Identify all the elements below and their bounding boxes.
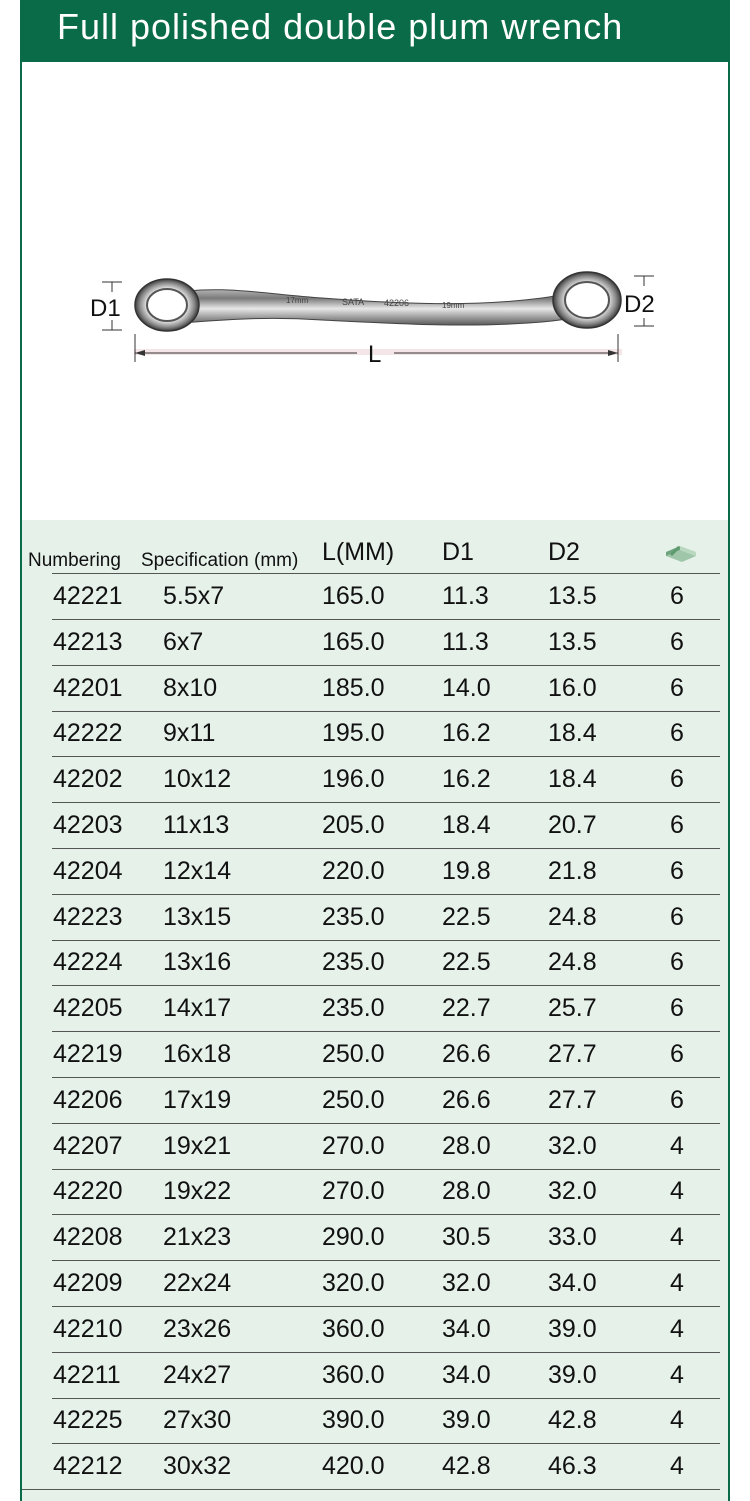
wrench-shank	[162, 284, 602, 325]
cell-d1: 26.6	[442, 1040, 491, 1068]
row-divider	[22, 1489, 720, 1490]
cell-quantity: 6	[670, 856, 684, 885]
cell-quantity: 6	[670, 948, 684, 977]
cell-d2: 16.0	[548, 673, 597, 702]
cell-quantity: 6	[670, 673, 684, 702]
table-row	[22, 666, 728, 712]
cell-specification: 14x17	[163, 994, 232, 1023]
header-d2: D2	[548, 538, 580, 566]
cell-numbering: 42213	[53, 627, 123, 656]
cell-d2: 24.8	[548, 902, 597, 931]
cell-numbering: 42223	[53, 902, 123, 931]
cell-specification: 12x14	[163, 856, 232, 885]
cell-d2: 34.0	[548, 1269, 597, 1297]
cell-d2: 13.5	[548, 582, 597, 610]
cell-quantity: 6	[670, 582, 684, 610]
table-row	[22, 849, 728, 895]
cell-d1: 14.0	[442, 673, 491, 702]
cell-numbering: 42202	[53, 765, 123, 794]
cell-specification: 13x16	[163, 948, 232, 977]
cell-specification: 9x11	[163, 719, 216, 748]
cell-quantity: 6	[670, 1085, 684, 1114]
stamp-right: 19mm	[442, 301, 465, 310]
table-row	[22, 940, 728, 986]
cell-specification: 21x23	[163, 1223, 232, 1252]
cell-d1: 32.0	[442, 1269, 491, 1297]
cell-length: 390.0	[322, 1406, 385, 1435]
cell-length: 290.0	[322, 1223, 385, 1252]
cell-d2: 33.0	[548, 1223, 597, 1252]
header-specification: Specification (mm)	[141, 550, 299, 571]
table-row	[22, 1261, 728, 1307]
cell-d2: 32.0	[548, 1131, 597, 1160]
spec-table	[22, 520, 728, 1501]
cell-d1: 22.5	[442, 948, 491, 977]
cell-quantity: 6	[670, 765, 684, 794]
cell-d2: 39.0	[548, 1360, 597, 1389]
table-row	[22, 1078, 728, 1124]
cell-quantity: 6	[670, 811, 684, 839]
cell-numbering: 42209	[53, 1269, 123, 1297]
cell-numbering: 42201	[53, 673, 123, 702]
header-length: L(MM)	[322, 538, 395, 566]
cell-d1: 30.5	[442, 1223, 491, 1252]
table-row	[22, 1444, 728, 1490]
cell-d1: 11.3	[442, 582, 489, 610]
cell-quantity: 4	[670, 1177, 684, 1206]
table-row	[22, 711, 728, 757]
cell-specification: 19x22	[163, 1177, 232, 1206]
cell-quantity: 4	[670, 1360, 684, 1389]
table-row	[22, 1215, 728, 1261]
cell-numbering: 42225	[53, 1406, 123, 1435]
cell-d2: 27.7	[548, 1085, 597, 1114]
cell-d1: 34.0	[442, 1314, 491, 1343]
cell-d1: 42.8	[442, 1452, 491, 1481]
cell-numbering: 42212	[53, 1452, 123, 1481]
cell-d1: 28.0	[442, 1131, 491, 1160]
table-row	[22, 895, 728, 941]
cell-d1: 26.6	[442, 1085, 491, 1114]
label-d1: D1	[90, 295, 121, 322]
stamp-number: 42206	[384, 298, 410, 308]
product-image-area	[22, 62, 728, 520]
cell-d2: 39.0	[548, 1314, 597, 1343]
cell-specification: 17x19	[163, 1085, 232, 1114]
cell-specification: 16x18	[163, 1040, 232, 1068]
cell-quantity: 6	[670, 994, 684, 1023]
stamp-left: 17mm	[286, 296, 309, 305]
cell-specification: 5.5x7	[163, 582, 225, 610]
table-header-row	[22, 520, 728, 574]
cell-length: 320.0	[322, 1269, 385, 1297]
stamp-brand: SATA	[342, 297, 365, 307]
cell-specification: 11x13	[163, 811, 230, 839]
cell-length: 165.0	[322, 627, 385, 656]
cell-numbering: 42219	[53, 1040, 123, 1068]
page-title: Full polished double plum wrench	[57, 6, 624, 47]
cell-numbering: 42206	[53, 1085, 123, 1114]
table-row	[22, 757, 728, 803]
cell-numbering: 42205	[53, 994, 123, 1023]
cell-d1: 19.8	[442, 856, 491, 885]
cell-quantity: 6	[670, 1040, 684, 1068]
cell-d2: 27.7	[548, 1040, 597, 1068]
cell-d2: 18.4	[548, 765, 597, 794]
cell-quantity: 6	[670, 627, 684, 656]
cell-specification: 10x12	[163, 765, 232, 794]
cell-quantity: 4	[670, 1131, 684, 1160]
cell-specification: 8x10	[163, 673, 218, 702]
cell-d2: 18.4	[548, 719, 597, 748]
cell-length: 270.0	[322, 1131, 385, 1160]
cell-length: 250.0	[322, 1040, 385, 1068]
table-row	[22, 620, 728, 666]
cell-length: 165.0	[322, 582, 385, 610]
cell-length: 270.0	[322, 1177, 385, 1206]
cell-d2: 21.8	[548, 856, 597, 885]
cell-specification: 23x26	[163, 1314, 232, 1343]
title-banner	[22, 0, 728, 62]
cell-d2: 13.5	[548, 627, 597, 656]
cell-length: 235.0	[322, 902, 385, 931]
cell-quantity: 6	[670, 902, 684, 931]
cell-length: 235.0	[322, 994, 385, 1023]
cell-quantity: 4	[670, 1452, 684, 1481]
cell-d1: 18.4	[442, 811, 491, 839]
cell-quantity: 4	[670, 1406, 684, 1435]
table-row	[22, 1124, 728, 1170]
cell-numbering: 42207	[53, 1131, 123, 1160]
table-row	[22, 1169, 728, 1215]
cell-specification: 24x27	[163, 1360, 232, 1389]
cell-numbering: 42220	[53, 1177, 123, 1206]
cell-length: 360.0	[322, 1360, 385, 1389]
cell-d1: 39.0	[442, 1406, 491, 1435]
cell-d1: 22.7	[442, 994, 491, 1023]
cell-d2: 32.0	[548, 1177, 597, 1206]
label-l: L	[368, 341, 382, 368]
table-row	[22, 1353, 728, 1399]
cell-d1: 11.3	[442, 627, 489, 656]
cell-quantity: 4	[670, 1223, 684, 1252]
cell-d2: 24.8	[548, 948, 597, 977]
cell-quantity: 4	[670, 1269, 684, 1297]
cell-d2: 46.3	[548, 1452, 597, 1481]
cell-quantity: 6	[670, 719, 684, 748]
cell-length: 420.0	[322, 1452, 385, 1481]
cell-specification: 30x32	[163, 1452, 232, 1481]
cell-numbering: 42222	[53, 719, 123, 748]
cell-specification: 27x30	[163, 1406, 232, 1435]
cell-numbering: 42204	[53, 856, 123, 885]
cell-numbering: 42208	[53, 1223, 123, 1252]
cell-quantity: 4	[670, 1314, 684, 1343]
table-row	[22, 1307, 728, 1353]
table-row	[22, 1032, 728, 1078]
cell-specification: 22x24	[163, 1269, 232, 1297]
cell-specification: 13x15	[163, 902, 232, 931]
cell-length: 196.0	[322, 765, 385, 794]
cell-length: 360.0	[322, 1314, 385, 1343]
cell-d1: 22.5	[442, 902, 491, 931]
table-row	[22, 1398, 728, 1444]
cell-numbering: 42221	[53, 582, 123, 610]
header-d1: D1	[442, 538, 474, 566]
cell-d2: 42.8	[548, 1406, 597, 1435]
wrench-diagram	[22, 62, 728, 520]
box-icon	[664, 542, 698, 564]
cell-d1: 16.2	[442, 765, 491, 794]
cell-length: 235.0	[322, 948, 385, 977]
header-numbering: Numbering	[28, 550, 121, 571]
label-d2: D2	[624, 291, 655, 318]
cell-d1: 16.2	[442, 719, 491, 748]
cell-length: 205.0	[322, 811, 385, 839]
cell-d2: 20.7	[548, 811, 597, 839]
cell-specification: 6x7	[163, 627, 204, 656]
cell-length: 195.0	[322, 719, 385, 748]
table-row	[22, 574, 728, 620]
cell-length: 220.0	[322, 856, 385, 885]
cell-d1: 28.0	[442, 1177, 491, 1206]
cell-numbering: 42211	[53, 1360, 121, 1389]
cell-d1: 34.0	[442, 1360, 491, 1389]
table-row	[22, 986, 728, 1032]
cell-length: 185.0	[322, 673, 385, 702]
cell-d2: 25.7	[548, 994, 597, 1023]
cell-specification: 19x21	[163, 1131, 232, 1160]
cell-numbering: 42210	[53, 1314, 123, 1343]
cell-numbering: 42203	[53, 811, 123, 839]
cell-numbering: 42224	[53, 948, 123, 977]
cell-length: 250.0	[322, 1085, 385, 1114]
table-row	[22, 803, 728, 849]
